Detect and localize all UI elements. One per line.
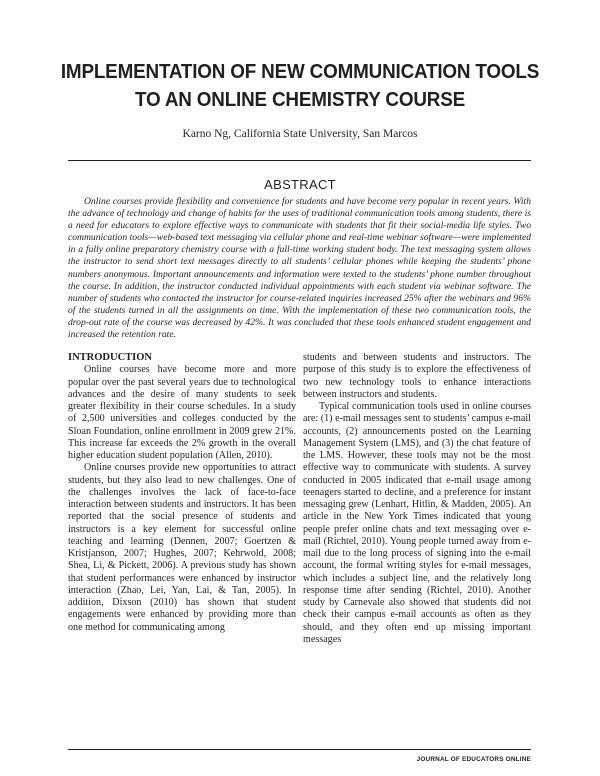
left-column (68, 352, 296, 634)
title-line-1: IMPLEMENTATION OF NEW COMMUNICATION TOOLS (60, 60, 540, 83)
body-paragraph: Online courses provide new opportunities to attract students, but they also lead to new challenges. One of the challenges involves the lack of face-to-face interaction between students and instructors. It has been reported that the social presence of students and instructors is a key element for successful online teaching and learning (Dennen, 2007; Goertzen & Kristjanson, 2007; Hughes, 2007; Kehrwold, 2008; Shea, Li, & Pickett, 2006). A previous study has shown that student performances were enhanced by instructor interaction (Zhao, Lei, Yan, Lai, & Tan, 2005). In addition, Dixson (2010) has shown that student engagements were enhanced by providing more than one method for communicating among (68, 462, 296, 633)
abstract-text: Online courses provide flexibility and convenience for students and have become very popular in recent years. With the advance of technology and change of habits for the uses of traditional communication tools among students, there is a need for educators to explore effective ways to communicate with students that fit their social-media life styles. Two communication tools—web-based text messaging via cellular phone and real-time webinar software—were implemented in a fully online preparatory chemistry course with a full-time working student body. The text messaging system allows the instructor to send short text messages directly to all students’ cellular phones while keeping the students’ phone numbers anonymous. Important announcements and information were texted to the students’ phone number throughout the course. In addition, the instructor conducted individual appointments with each student via webinar software. The number of students who contacted the instructor for course-related inquiries increased 25% after the webinars and 96% of the students turned in all the assignments on time. With the implementation of these two communication tools, the drop-out rate of the course was decreased by 42%. It was concluded that these tools enhanced student engagement and increased the retention rate. (68, 196, 531, 341)
author-line: Karno Ng, California State University, San Marcos (182, 128, 418, 140)
body-paragraph: Typical communication tools used in online courses are: (1) e-mail messages sent to students’ campus e-mail accounts, (2) announcements posted on the Learning Management System (LMS), and (3) the chat feature of the LMS. However, these tools may not be the most effective way to communicate with students. A survey conducted in 2005 indicated that e-mail usage among teenagers started to decline, and a preference for instant messaging grew (Lenhart, Hitlin, & Madden, 2005). An article in the New York Times indicated that young people prefer online chats and text messaging over e-mail (Richtel, 2010). Young people turned away from e-mail due to the long process of signing into the e-mail account, the formal writing styles for e-mail messages, which includes a subject line, and the relatively long response time after sending (Richtel, 2010). Another study by Carnevale also showed that students did not check their campus e-mail accounts as often as they should, and they often end up missing important messages (303, 401, 531, 645)
title-line-2: TO AN ONLINE CHEMISTRY COURSE (135, 88, 465, 111)
right-column (303, 352, 531, 646)
top-divider (68, 160, 531, 161)
footer-divider (68, 749, 531, 750)
journal-footer: JOURNAL OF EDUCATORS ONLINE (416, 756, 531, 763)
introduction-heading: INTRODUCTION (68, 352, 153, 363)
body-paragraph: students and between students and instructors. The purpose of this study is to explore the effectiveness of two new technology tools to enhance interactions between instructors and students. (303, 352, 531, 400)
paper-title (61, 58, 539, 114)
body-paragraph: Online courses have become more and more popular over the past several years due to technological advances and the desire of many students to seek greater flexibility in their course schedules. In a study of 2,500 universities and colleges conducted by the Sloan Foundation, online enrollment in 2009 grew 21%. This increase far exceeds the 2% growth in the overall higher education student population (Allen, 2010). (68, 364, 296, 461)
abstract-heading: ABSTRACT (264, 177, 336, 192)
